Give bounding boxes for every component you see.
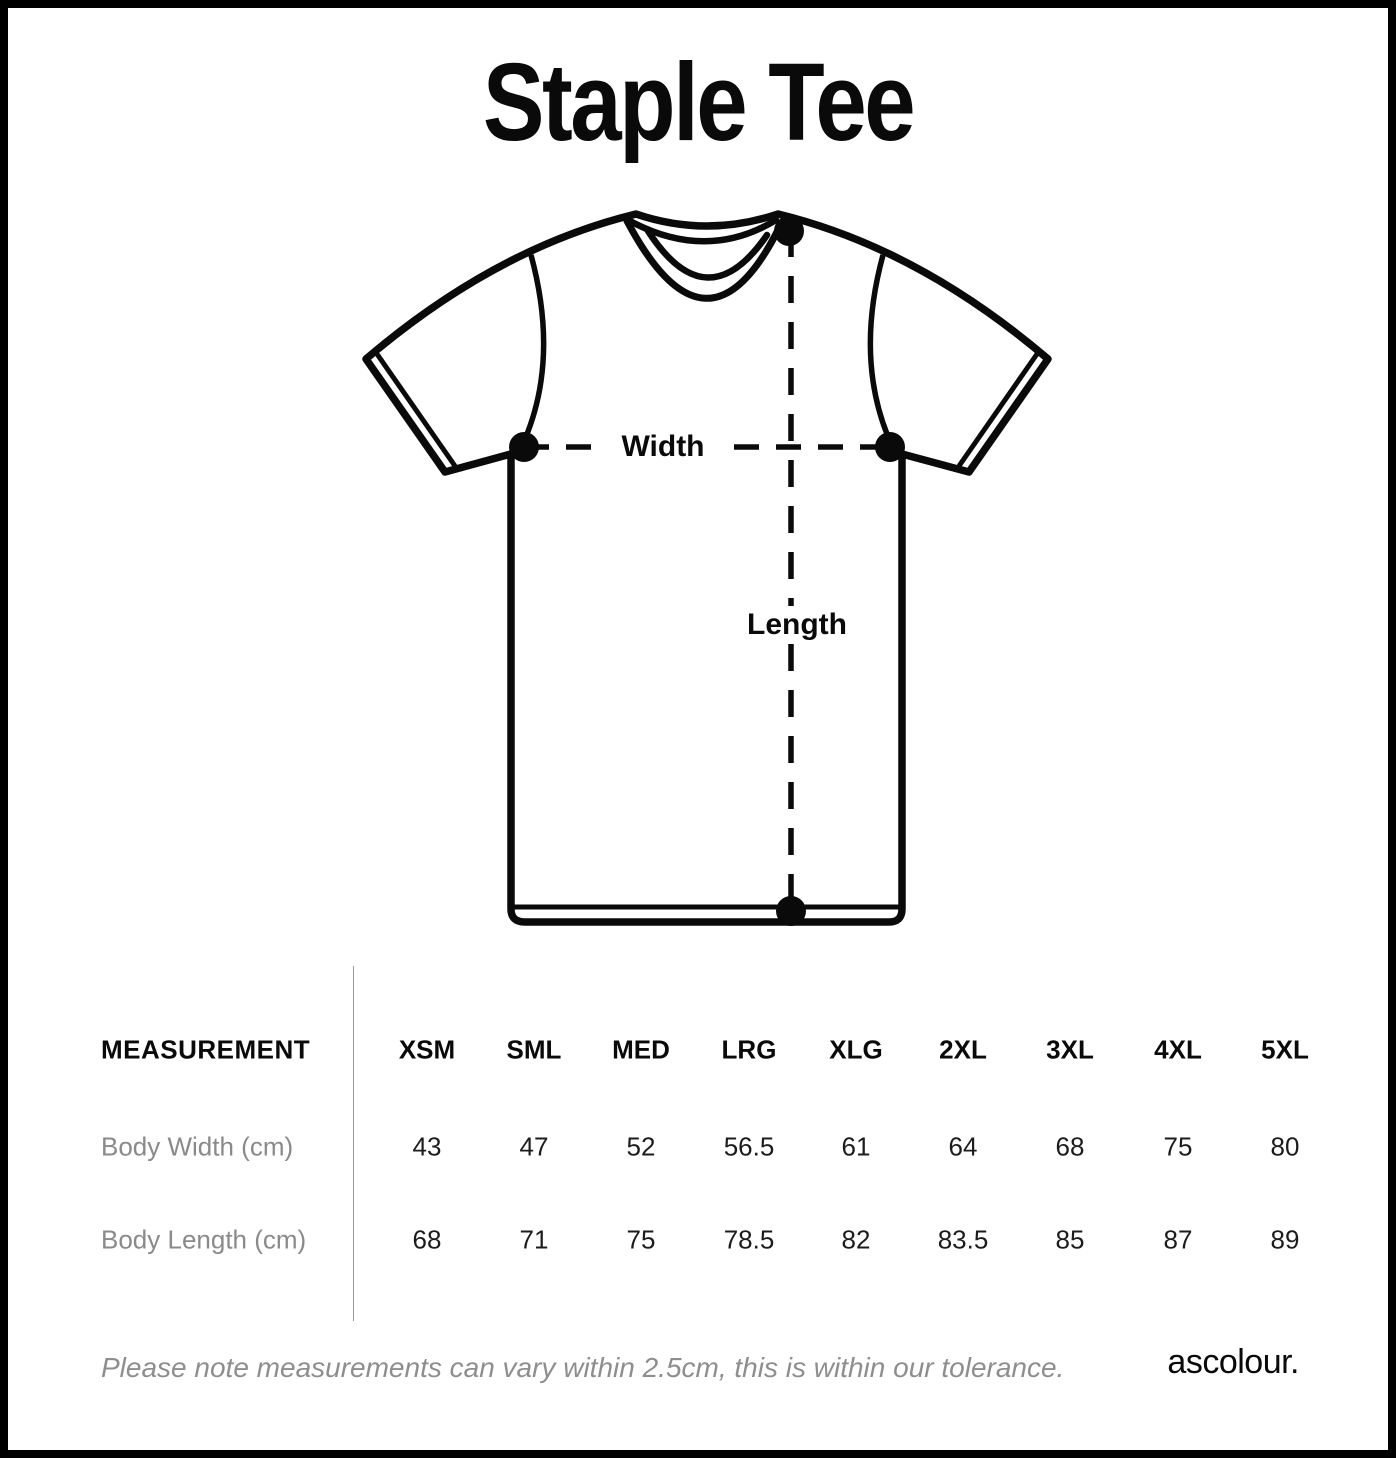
- size-column-header: LRG: [721, 1034, 777, 1065]
- tolerance-footnote: Please note measurements can vary within 2.5cm, this is within our tolerance.: [101, 1352, 1065, 1383]
- width-measure-label: Width: [607, 428, 718, 466]
- measurement-row-label: Body Length (cm): [101, 1224, 307, 1255]
- size-value-cell: 85: [1055, 1224, 1085, 1255]
- size-value-cell: 75: [1163, 1131, 1193, 1162]
- tshirt-diagram-icon: [338, 188, 1078, 948]
- size-column-header: XLG: [829, 1034, 883, 1065]
- table-divider-line: [353, 966, 354, 1321]
- size-value-cell: 52: [626, 1131, 656, 1162]
- size-column-header: XSM: [398, 1034, 456, 1065]
- measure-dot-collar: [774, 216, 804, 246]
- size-value-cell: 75: [626, 1224, 656, 1255]
- size-value-cell: 78.5: [723, 1224, 775, 1255]
- size-column-header: SML: [506, 1034, 562, 1065]
- size-column-header: 2XL: [939, 1034, 987, 1065]
- size-column-header: 3XL: [1046, 1034, 1094, 1065]
- size-value-cell: 43: [412, 1131, 442, 1162]
- size-value-cell: 83.5: [937, 1224, 989, 1255]
- measure-dot-left-armpit: [509, 432, 539, 462]
- brand-logo: ascolour.: [1167, 1343, 1299, 1381]
- tshirt-outline: [366, 214, 1048, 922]
- size-column-header: 5XL: [1261, 1034, 1309, 1065]
- size-column-header: 4XL: [1154, 1034, 1202, 1065]
- size-column-header: MED: [612, 1034, 670, 1065]
- length-measure-label: Length: [733, 606, 861, 644]
- measurement-header: MEASUREMENT: [101, 1034, 311, 1065]
- size-value-cell: 80: [1270, 1131, 1300, 1162]
- size-value-cell: 68: [412, 1224, 442, 1255]
- size-value-cell: 47: [519, 1131, 549, 1162]
- measurement-row-label: Body Width (cm): [101, 1131, 294, 1162]
- page-title: Staple Tee: [482, 41, 914, 164]
- size-value-cell: 87: [1163, 1224, 1193, 1255]
- size-value-cell: 61: [841, 1131, 871, 1162]
- size-value-cell: 64: [948, 1131, 978, 1162]
- size-value-cell: 82: [841, 1224, 871, 1255]
- size-value-cell: 68: [1055, 1131, 1085, 1162]
- measure-dot-right-armpit: [875, 432, 905, 462]
- size-value-cell: 56.5: [723, 1131, 775, 1162]
- size-value-cell: 89: [1270, 1224, 1300, 1255]
- measure-dot-hem: [776, 896, 806, 926]
- size-value-cell: 71: [519, 1224, 549, 1255]
